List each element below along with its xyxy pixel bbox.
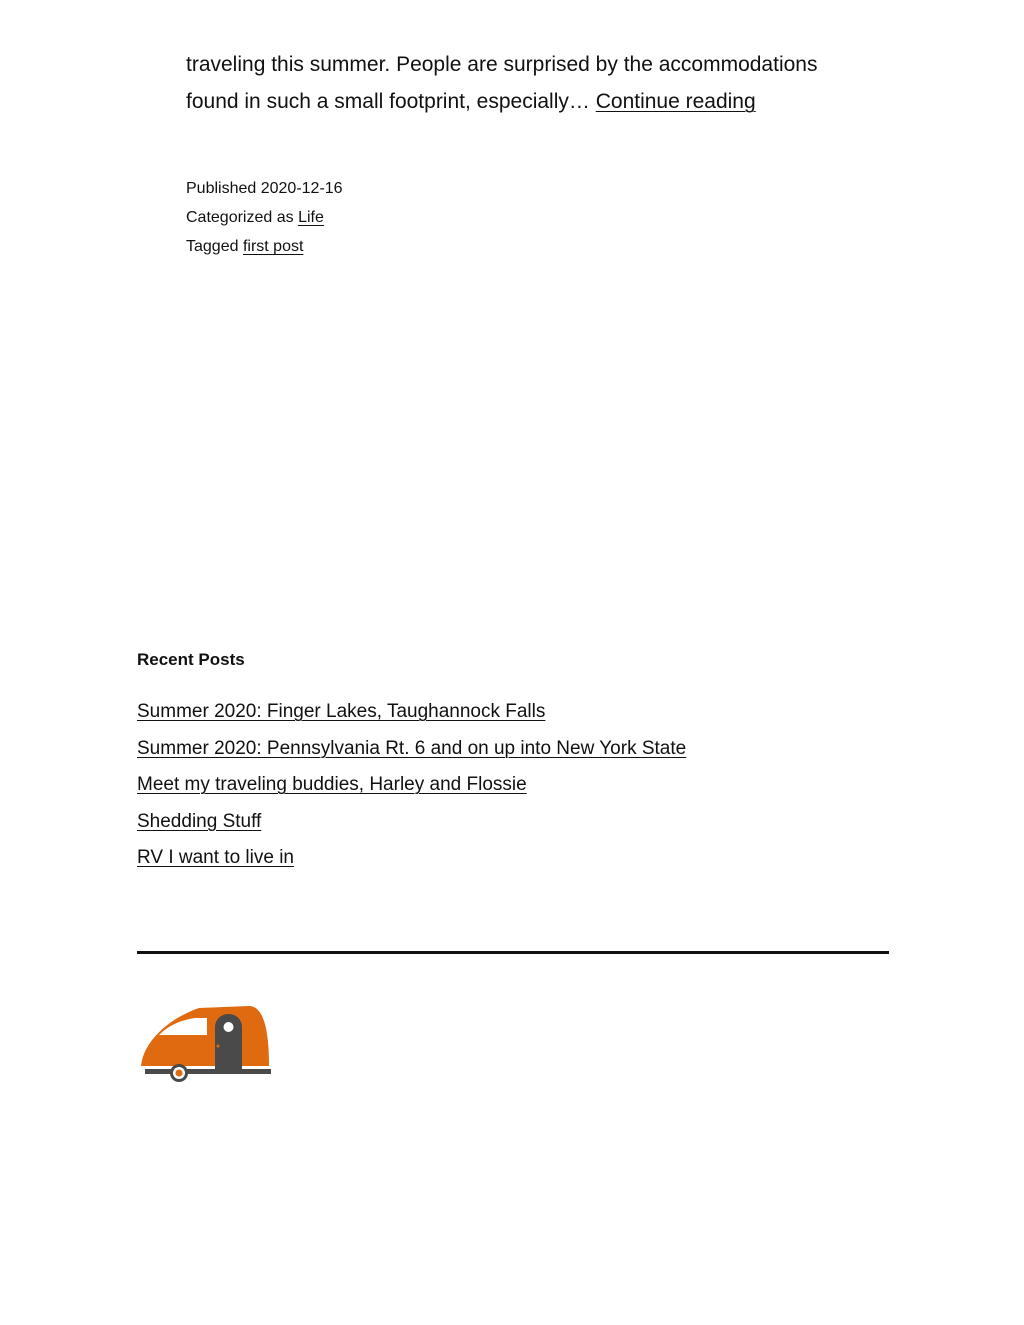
published-row [186, 174, 343, 203]
trailer-body [141, 1006, 269, 1066]
recent-post-link[interactable]: Summer 2020: Pennsylvania Rt. 6 and on up into New York State [137, 737, 687, 759]
category-row [186, 203, 343, 232]
site-logo-link[interactable] [137, 1003, 273, 1083]
excerpt-line-2-text: found in such a small footprint, especially… [186, 90, 590, 113]
list-item [137, 767, 686, 804]
recent-post-link[interactable]: Meet my traveling buddies, Harley and Flossie [137, 774, 527, 795]
list-item [137, 840, 686, 877]
door-handle [217, 1045, 220, 1048]
published-date: 2020-12-16 [260, 180, 343, 197]
excerpt-line-1: traveling this summer. People are surprised by the accommodations [186, 53, 818, 76]
excerpt-line-2 [186, 83, 866, 120]
teardrop-trailer-icon [137, 1003, 273, 1083]
footer-divider [137, 951, 889, 954]
continue-reading-link[interactable]: Continue reading [595, 90, 756, 113]
published-prefix: Published [186, 180, 257, 197]
categorized-prefix: Categorized as [186, 209, 294, 226]
post-excerpt [186, 46, 866, 120]
tagged-prefix: Tagged [186, 238, 239, 255]
tag-link[interactable]: first post [242, 238, 304, 255]
recent-post-link[interactable]: Shedding Stuff [137, 810, 262, 832]
trailer-chassis [145, 1069, 271, 1074]
wheel-hub [176, 1070, 183, 1077]
post-meta [186, 174, 343, 261]
category-link[interactable]: Life [298, 209, 324, 226]
recent-posts-title: Recent Posts [137, 650, 245, 669]
recent-post-link[interactable]: RV I want to live in [137, 847, 295, 868]
door-window [224, 1022, 234, 1032]
list-item [137, 731, 686, 768]
recent-posts-list [137, 694, 686, 877]
list-item [137, 804, 686, 841]
recent-post-link[interactable]: Summer 2020: Finger Lakes, Taughannock Falls [137, 701, 546, 722]
list-item [137, 694, 686, 731]
tag-row [186, 232, 343, 261]
